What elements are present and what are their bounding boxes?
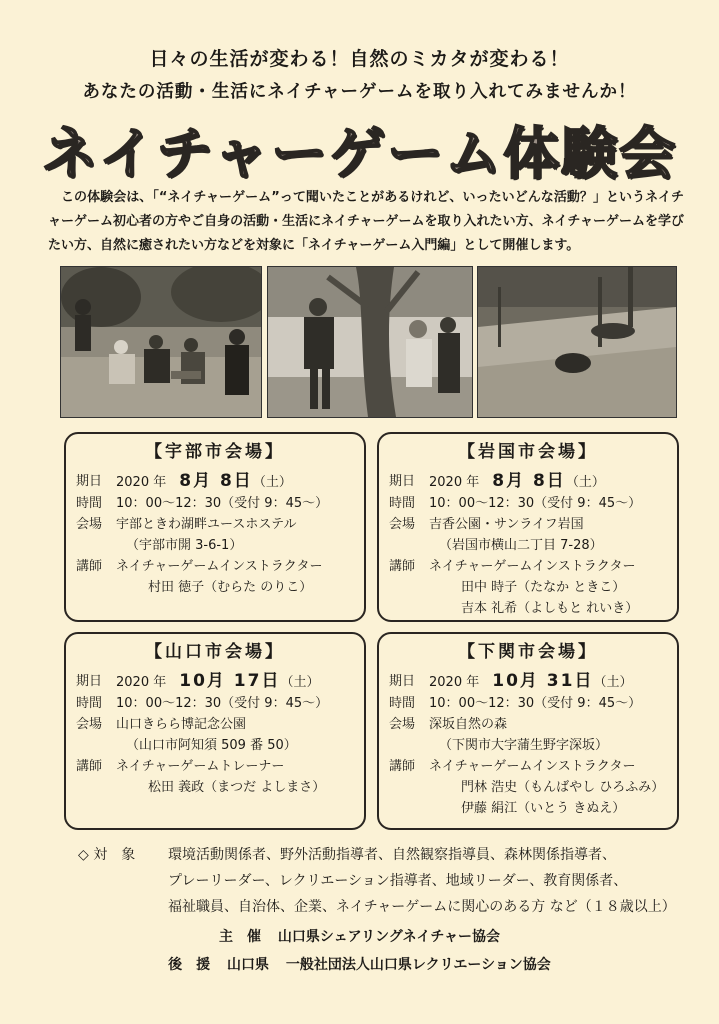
venue-box-shimonoseki [377, 632, 679, 830]
venue-box-yamaguchi [64, 632, 366, 830]
page-title: ネイチャーゲーム体験会 [41, 122, 678, 187]
date-month-day: 8月 8日 [492, 471, 566, 491]
venue-label: 会場 [76, 717, 103, 732]
place-value: 山口きらら博記念公園 [116, 717, 247, 732]
instructor-title: ネイチャーゲームインストラクター [429, 759, 636, 774]
date-year: 2020 年 [116, 475, 167, 490]
instructor-title: ネイチャーゲームトレーナー [116, 759, 285, 774]
time-label: 時間 [76, 696, 103, 711]
address-value: （下関市大字蒲生野字深坂） [439, 738, 609, 753]
date-year: 2020 年 [116, 675, 167, 690]
headline-1: 日々の生活が変わる！自然のミカタが変わる！ [149, 48, 570, 70]
date-month-day: 10月 17日 [179, 671, 281, 691]
time-label: 時間 [389, 696, 416, 711]
date-label: 期日 [76, 474, 103, 489]
time-value: 10：00～12：30（受付 9：45～） [429, 496, 642, 511]
venue-label: 会場 [389, 517, 416, 532]
headline-2: あなたの活動・生活にネイチャーゲームを取り入れてみませんか！ [82, 82, 637, 102]
instructor-label: 講師 [76, 559, 103, 574]
address-value: （宇部市開 3-6-1） [126, 538, 243, 553]
support-name: 一般社団法人山口県レクリエーション協会 [285, 957, 551, 973]
place-value: 吉香公園・サンライフ岩国 [429, 517, 584, 532]
instructor-name: 門林 浩史（もんばやし ひろふみ） [461, 780, 665, 795]
time-value: 10：00～12：30（受付 9：45～） [429, 696, 642, 711]
venue-name: 【山口市会場】 [145, 642, 285, 662]
date-year: 2020 年 [429, 675, 480, 690]
date-label: 期日 [76, 674, 103, 689]
intro-text: この体験会は、「“ネイチャーゲーム”って聞いたことがあるけれど、いったいどんな活動？」というネイチャーゲーム初心者の方やご自身の活動・生活にネイチャーゲームを取り入れたい方、ネイチャーゲームを学びたい方、自然に癒されたい方などを対象に「ネイチャーゲーム入門編」として開催します。 [48, 190, 684, 253]
date-weekday: （土） [252, 475, 292, 490]
venue-name: 【下関市会場】 [458, 642, 598, 662]
instructor-name: 松田 義政（まつだ よしまさ） [148, 780, 326, 795]
date-month-day: 8月 8日 [179, 471, 253, 491]
instructor-name: 吉本 礼希（よしもと れいき） [461, 601, 639, 616]
date-weekday: （土） [280, 675, 320, 690]
instructor-name: 伊藤 絹江（いとう きぬえ） [461, 801, 626, 816]
venue-name: 【岩国市会場】 [458, 442, 598, 462]
address-value: （岩国市横山二丁目 7-28） [439, 538, 603, 553]
venue-label: 会場 [76, 517, 103, 532]
instructor-name: 田中 時子（たなか ときこ） [461, 580, 626, 595]
support-line [0, 954, 719, 974]
organizer-line [0, 926, 719, 946]
time-label: 時間 [389, 496, 416, 511]
date-month-day: 10月 31日 [492, 671, 594, 691]
time-value: 10：00～12：30（受付 9：45～） [116, 696, 329, 711]
date-label: 期日 [389, 474, 416, 489]
venue-name: 【宇部市会場】 [145, 442, 285, 462]
photo-tree-observation [267, 266, 473, 418]
target-audience [78, 842, 688, 920]
organizer-name: 山口県シェアリングネイチャー協会 [277, 929, 500, 945]
time-value: 10：00～12：30（受付 9：45～） [116, 496, 329, 511]
place-value: 宇部ときわ湖畔ユースホステル [116, 517, 297, 532]
venue-box-iwakuni [377, 432, 679, 622]
target-line: 環境活動関係者、野外活動指導者、自然観察指導員、森林関係指導者、 [168, 847, 616, 863]
support-label: 後 援 [168, 957, 211, 973]
instructor-label: 講師 [389, 559, 416, 574]
venue-label: 会場 [389, 717, 416, 732]
instructor-label: 講師 [76, 759, 103, 774]
organizer-label: 主 催 [219, 929, 262, 945]
address-value: （山口市阿知須 509 番 50） [126, 738, 297, 753]
time-label: 時間 [76, 496, 103, 511]
instructor-name: 村田 徳子（むらた のりこ） [148, 580, 313, 595]
target-line: 福祉職員、自治体、企業、ネイチャーゲームに関心のある方 など（１８歳以上） [168, 899, 676, 915]
instructor-title: ネイチャーゲームインストラクター [429, 559, 636, 574]
photo-group-activity [60, 266, 262, 418]
target-line: プレーリーダー、レクリエーション指導者、地域リーダー、教育関係者、 [168, 873, 628, 889]
instructor-label: 講師 [389, 759, 416, 774]
place-value: 深坂自然の森 [429, 717, 508, 732]
target-label: ◇ 対 象 [78, 847, 136, 863]
date-weekday: （土） [565, 475, 605, 490]
photo-forest-floor [477, 266, 677, 418]
support-name: 山口県 [227, 957, 270, 973]
date-weekday: （土） [593, 675, 633, 690]
date-year: 2020 年 [429, 475, 480, 490]
venue-box-ube [64, 432, 366, 622]
instructor-title: ネイチャーゲームインストラクター [116, 559, 323, 574]
date-label: 期日 [389, 674, 416, 689]
